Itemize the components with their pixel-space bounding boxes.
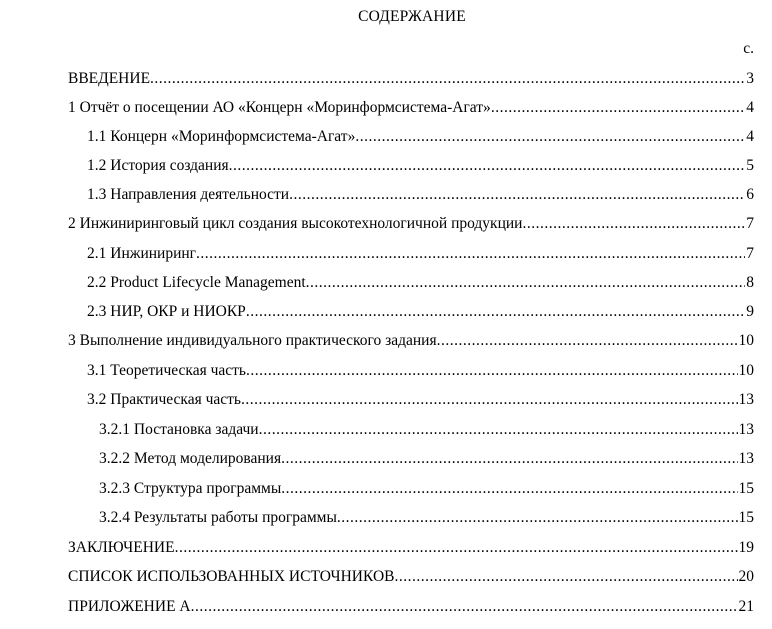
- toc-entry-section-1[interactable]: [68, 97, 754, 119]
- toc-entry-label: 2.3 НИР, ОКР и НИОКР: [87, 303, 246, 320]
- toc-entry-section-1-3[interactable]: [87, 184, 754, 206]
- dot-leader: [191, 596, 738, 618]
- page-title: СОДЕРЖАНИЕ: [358, 8, 466, 25]
- toc-entry-page: 19: [738, 539, 754, 556]
- toc-entry-page: 13: [738, 421, 754, 438]
- dot-leader: [281, 448, 737, 470]
- toc-entry-label: 3 Выполнение индивидуального практического задания: [68, 332, 437, 349]
- dot-leader: [289, 184, 745, 206]
- toc-entry-section-3-1[interactable]: [87, 360, 754, 382]
- toc-entry-section-3-2-3[interactable]: [99, 478, 754, 500]
- toc-entry-page: 7: [746, 245, 754, 262]
- toc-entry-label: 3.2.2 Метод моделирования: [99, 450, 282, 467]
- toc-entry-references[interactable]: [68, 566, 754, 588]
- toc-entry-label: 1 Отчёт о посещении АО «Концерн «Моринформсистема-Агат»: [68, 99, 491, 116]
- dot-leader: [259, 419, 738, 441]
- dot-leader: [175, 537, 738, 559]
- toc-entry-page: 9: [746, 303, 754, 320]
- toc-entry-section-3-2-4[interactable]: [99, 507, 754, 529]
- toc-entry-page: 4: [746, 128, 754, 145]
- toc-entry-section-2-3[interactable]: [87, 301, 754, 323]
- toc-entry-page: 10: [738, 332, 754, 349]
- toc-entry-page: 4: [746, 99, 754, 116]
- dot-leader: [150, 68, 745, 90]
- page-column-header: с.: [743, 40, 754, 57]
- toc-entry-label: 1.3 Направления деятельности: [87, 186, 290, 203]
- dot-leader: [355, 126, 745, 148]
- toc-entry-section-3-2-1[interactable]: [99, 419, 754, 441]
- dot-leader: [229, 155, 746, 177]
- dot-leader: [394, 566, 737, 588]
- toc-entry-conclusion[interactable]: [68, 537, 754, 559]
- dot-leader: [246, 360, 738, 382]
- dot-leader: [337, 507, 738, 529]
- toc-entry-section-3[interactable]: [68, 330, 754, 352]
- dot-leader: [246, 301, 745, 323]
- toc-entry-page: 3: [746, 70, 754, 87]
- toc-entry-label: ВВЕДЕНИЕ: [68, 70, 151, 87]
- dot-leader: [522, 213, 745, 235]
- toc-entry-label: ПРИЛОЖЕНИЕ А: [68, 598, 191, 615]
- toc-entry-page: 13: [738, 450, 754, 467]
- toc-entry-page: 15: [738, 480, 754, 497]
- toc-entry-page: 13: [738, 391, 754, 408]
- toc-entry-section-2-1[interactable]: [87, 243, 754, 265]
- toc-entry-introduction[interactable]: [68, 68, 754, 90]
- toc-entry-section-1-1[interactable]: [87, 126, 754, 148]
- toc-entry-page: 6: [746, 186, 754, 203]
- toc-entry-label: 3.2.1 Постановка задачи: [99, 421, 259, 438]
- dot-leader: [491, 97, 745, 119]
- toc-entry-label: ЗАКЛЮЧЕНИЕ: [68, 539, 175, 556]
- toc-entry-appendix-a[interactable]: [68, 596, 754, 618]
- toc-entry-page: 8: [746, 274, 754, 291]
- toc-entry-section-2-2[interactable]: [87, 272, 754, 294]
- toc-entry-label: 1.1 Концерн «Моринформсистема-Агат»: [87, 128, 356, 145]
- toc-entry-section-1-2[interactable]: [87, 155, 754, 177]
- toc-entry-label: СПИСОК ИСПОЛЬЗОВАННЫХ ИСТОЧНИКОВ: [68, 568, 395, 585]
- toc-entry-section-2[interactable]: [68, 213, 754, 235]
- toc-entry-page: 21: [738, 598, 754, 615]
- toc-entry-section-3-2-2[interactable]: [99, 448, 754, 470]
- dot-leader: [196, 243, 745, 265]
- dot-leader: [241, 389, 738, 411]
- toc-entry-page: 7: [746, 215, 754, 232]
- toc-entry-page: 20: [738, 568, 754, 585]
- toc-entry-page: 10: [738, 362, 754, 379]
- toc-entry-label: 2.2 Product Lifecycle Management: [87, 274, 306, 291]
- toc-entry-label: 3.2.4 Результаты работы программы: [99, 509, 337, 526]
- toc-entry-label: 3.2 Практическая часть: [87, 391, 241, 408]
- dot-leader: [306, 272, 746, 294]
- toc-entry-section-3-2[interactable]: [87, 389, 754, 411]
- toc-entry-page: 5: [746, 157, 754, 174]
- dot-leader: [437, 330, 738, 352]
- toc-entry-label: 2.1 Инжиниринг: [87, 245, 197, 262]
- toc-entry-page: 15: [738, 509, 754, 526]
- dot-leader: [281, 478, 737, 500]
- toc-entry-label: 2 Инжиниринговый цикл создания высокотехнологичной продукции: [68, 215, 523, 232]
- toc-entry-label: 3.2.3 Структура программы: [99, 480, 282, 497]
- toc-entry-label: 1.2 История создания: [87, 157, 229, 174]
- toc-entry-label: 3.1 Теоретическая часть: [87, 362, 246, 379]
